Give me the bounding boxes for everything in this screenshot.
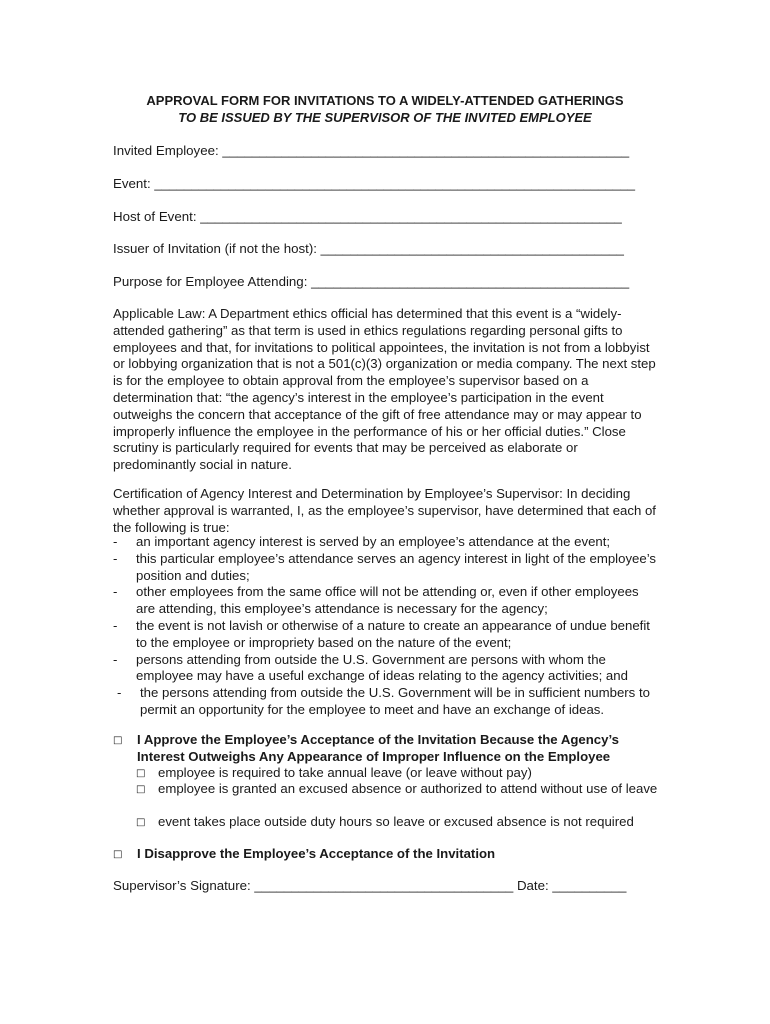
form-title: APPROVAL FORM FOR INVITATIONS TO A WIDELY-ATTENDED GATHERINGS xyxy=(146,93,624,108)
determination-item xyxy=(113,534,658,551)
disapprove-checkbox[interactable]: □ xyxy=(113,849,123,860)
annual-leave-label: employee is required to take annual leave (or leave without pay) xyxy=(158,765,532,780)
outside-hours-checkbox[interactable]: □ xyxy=(136,817,146,828)
determination-text: other employees from the same office will not be attending or, even if other employees are attending, this employee’s attendance is necessary for the agency; xyxy=(136,584,639,617)
event-field[interactable]: Event: _________________________________________________________________ xyxy=(113,176,636,191)
invited-employee-field[interactable]: Invited Employee: _______________________________________________________ xyxy=(113,143,630,158)
applicable-law-paragraph: Applicable Law: A Department ethics official has determined that this event is a “widely-attended gathering” as that term is used in ethics regulations regarding personal gifts to employees and that, for invitations to political appointees, the invitation is not from a lobbyist or lobbying organization that is not a 501(c)(3) organization or media company. The next step is for the employee to obtain approval from the employee’s supervisor based on a determination that: “the agency’s interest in the employee’s participation in the event outweighs the concern that acceptance of the gift of free attendance may or may appear to improperly influence the employee in the performance of his or her official duties.” Close scrutiny is particularly required for events that may be perceived as elaborate or predominantly social in nature. xyxy=(113,306,656,473)
bullet-dash: - xyxy=(117,685,122,701)
purpose-field[interactable]: Purpose for Employee Attending: ___________________________________________ xyxy=(113,274,630,289)
certification-paragraph: Certification of Agency Interest and Determination by Employee’s Supervisor: In deciding whether approval is warranted, I, as the employee’s supervisor, have determined that each of the following is true: xyxy=(113,486,656,535)
annual-leave-checkbox[interactable]: □ xyxy=(136,768,146,779)
determination-item xyxy=(113,652,658,686)
host-of-event-field[interactable]: Host of Event: _________________________________________________________ xyxy=(113,209,622,224)
determination-item xyxy=(113,618,658,652)
determination-text: persons attending from outside the U.S. Government are persons with whom the employee may have a useful exchange of ideas relating to the agency activities; and xyxy=(136,651,628,684)
bullet-dash: - xyxy=(113,534,118,549)
bullet-dash: - xyxy=(113,550,118,566)
bullet-dash: - xyxy=(113,617,118,633)
determination-text: this particular employee’s attendance serves an agency interest in light of the employee’s position and duties; xyxy=(136,550,656,583)
determination-text: the persons attending from outside the U.S. Government will be in sufficient numbers to permit an opportunity for the employee to meet and have an exchange of ideas. xyxy=(140,685,650,717)
determination-list xyxy=(113,534,658,719)
determination-text: an important agency interest is served by an employee’s attendance at the event; xyxy=(136,534,611,549)
determination-text: the event is not lavish or otherwise of a nature to create an appearance of undue benefit to the employee or impropriety based on the nature of the event; xyxy=(136,617,650,650)
determination-item xyxy=(113,584,658,618)
determination-item xyxy=(117,685,662,719)
form-title-block xyxy=(0,92,770,126)
excused-absence-checkbox[interactable]: □ xyxy=(136,784,146,795)
outside-hours-label: event takes place outside duty hours so leave or excused absence is not required xyxy=(158,814,634,829)
determination-item xyxy=(113,551,658,585)
bullet-dash: - xyxy=(113,584,118,600)
form-subtitle: TO BE ISSUED BY THE SUPERVISOR OF THE INVITED EMPLOYEE xyxy=(178,110,592,125)
disapprove-label: I Disapprove the Employee’s Acceptance of the Invitation xyxy=(137,846,496,861)
approve-checkbox[interactable]: □ xyxy=(113,735,123,746)
bullet-dash: - xyxy=(113,651,118,667)
supervisor-signature-field[interactable]: Supervisor’s Signature: ___________________________________ Date: __________ xyxy=(113,878,627,893)
approve-label: I Approve the Employee’s Acceptance of the Invitation Because the Agency’s Interest Outweighs Any Appearance of Improper Influence on the Employee xyxy=(137,732,619,764)
issuer-of-invitation-field[interactable]: Issuer of Invitation (if not the host): _________________________________________ xyxy=(113,241,624,256)
excused-absence-label: employee is granted an excused absence or authorized to attend without use of leave xyxy=(158,781,658,796)
